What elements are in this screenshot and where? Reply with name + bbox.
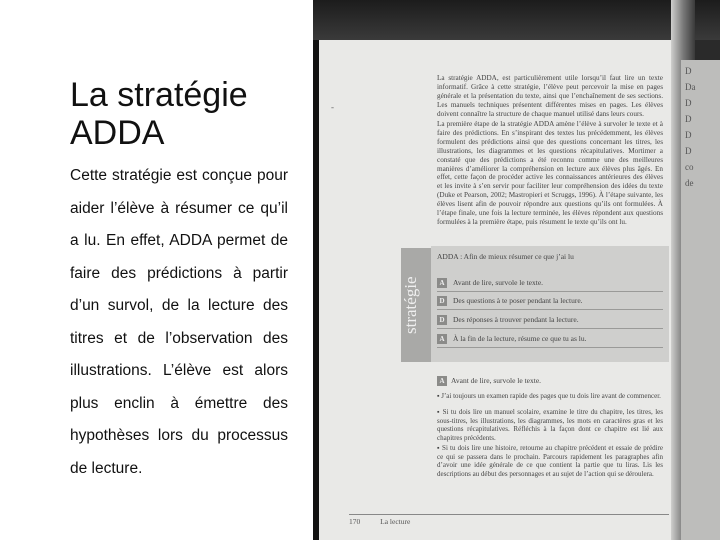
step-letter: A <box>437 278 447 288</box>
step-letter: A <box>437 334 447 344</box>
next-page-edge <box>681 60 720 540</box>
bullet-item: ▪ Si tu dois lire une histoire, retourne au chapitre précédent et essaie de prédire ce qui se passera dans le prochain. Parcours rapidement les paragraphes afin d’avoir une idée générale de ce que contient la partie que tu liras. Lis les descriptions au début des personnages et au sujet de l’action qui se déroulera. <box>437 444 664 478</box>
step-a-heading <box>437 376 541 386</box>
bullet-item: ▪ J’ai toujours un examen rapide des pages que tu dois lire avant de commencer. <box>437 392 661 400</box>
step-letter: D <box>437 315 447 325</box>
bullet-text: J’ai toujours un examen rapide des pages que tu dois lire avant de commencer. <box>441 392 661 400</box>
adda-step-row <box>437 278 663 292</box>
bullet-text: Si tu dois lire un manuel scolaire, examine le titre du chapitre, les titres, les sous-titres, les illustrations, les diagrammes, les mots en caractères gras et les questions récapitulatives. Réfléchis à la façon dont ce chapitre est lié aux chapitres précédents. <box>437 408 663 442</box>
running-footer: La lecture <box>380 517 411 526</box>
adda-step-row <box>437 296 663 310</box>
step-text: Avant de lire, survole le texte. <box>453 278 544 287</box>
photo-top-shadow <box>313 0 720 40</box>
adda-step-row <box>437 315 663 329</box>
book-photo <box>313 0 720 540</box>
book-page <box>319 40 671 540</box>
slide-text-panel <box>0 0 310 540</box>
page-footer <box>349 514 669 526</box>
book-paragraph-2: La première étape de la stratégie ADDA amène l’élève à survoler le texte et à faire des prédictions. En s’inspirant des textes lus précédemment, les élèves formulent des prédictions ainsi que des questions concernant les titres, les illustrations, les diagrammes et les questions récapitulatives. Mortimer a constaté que des prédictions a été reconnu comme une des meilleures manières d’améliorer la compréhension en lecture aux élèves plus âgés. En effet, cette façon de procéder active les connaissances antérieures des élèves et les invite à s’en servir pour faciliter leur compréhension des idées du texte (Duke et Pearson, 2002; Mastropieri et Scruggs, 1996). À l’étape suivante, les élèves lisent afin de pouvoir répondre aux questions qu’ils ont formulées. À l’étape finale, une fois la lecture terminée, les élèves répondent aux questions formulées à la première étape, puis résument le texte qu’ils ont lu. <box>437 120 663 226</box>
step-a-text: Avant de lire, survole le texte. <box>451 376 542 385</box>
next-page-fragment: co <box>685 162 694 172</box>
next-page-fragment: Da <box>685 82 696 92</box>
step-text: À la fin de la lecture, résume ce que tu as lu. <box>453 334 587 343</box>
next-page-fragment: D <box>685 146 692 156</box>
slide-title: La stratégie ADDA <box>70 76 248 152</box>
next-page-fragment: D <box>685 114 692 124</box>
step-text: Des réponses à trouver pendant la lecture. <box>453 315 579 324</box>
strategy-sidebar-label: stratégie <box>401 248 431 362</box>
bullet-item: ▪ Si tu dois lire un manuel scolaire, examine le titre du chapitre, les titres, les sous-titres, les illustrations, les diagrammes, les mots en caractères gras et les questions récapitulatives. Réfléchis à la façon dont ce chapitre est lié aux chapitres précédents. <box>437 408 663 442</box>
step-letter: A <box>437 376 447 386</box>
next-page-fragment: de <box>685 178 694 188</box>
next-page-fragment: D <box>685 130 692 140</box>
next-page-fragment: D <box>685 98 692 108</box>
step-text: Des questions à te poser pendant la lecture. <box>453 296 583 305</box>
adda-step-row <box>437 334 663 348</box>
slide-body-text: Cette stratégie est conçue pour aider l’élève à résumer ce qu’il a lu. En effet, ADDA permet de faire des prédictions à partir d’un survol, de la lecture des titres et de l’observation des illustrations. L’élève est alors plus enclin à émettre des hypothèses lors du processus de lecture. <box>70 167 288 477</box>
next-page-fragment: D <box>685 66 692 76</box>
page-mark: - <box>331 102 334 112</box>
page-number: 170 <box>349 517 361 526</box>
book-paragraph-1: La stratégie ADDA, est particulièrement utile lorsqu’il faut lire un texte informatif. Grâce à cette stratégie, l’élève peut percevoir la mise en pages générale et la présentation du texte, ainsi que l’enchaînement de ses sections. Les manuels techniques présentent différentes mises en pages. Les élèves doivent connaître la structure de chaque manuel utilisé dans leurs cours. <box>437 74 663 118</box>
bullet-text: Si tu dois lire une histoire, retourne au chapitre précédent et essaie de prédire ce qui se passera dans le prochain. Parcours rapidement les paragraphes afin d’avoir une idée générale de ce que contient la partie que tu liras. Lis les descriptions au début des personnages et au sujet de l’action qui se déroulera. <box>437 444 664 478</box>
step-letter: D <box>437 296 447 306</box>
adda-box-title: ADDA : Afin de mieux résumer ce que j’ai lu <box>437 252 574 261</box>
